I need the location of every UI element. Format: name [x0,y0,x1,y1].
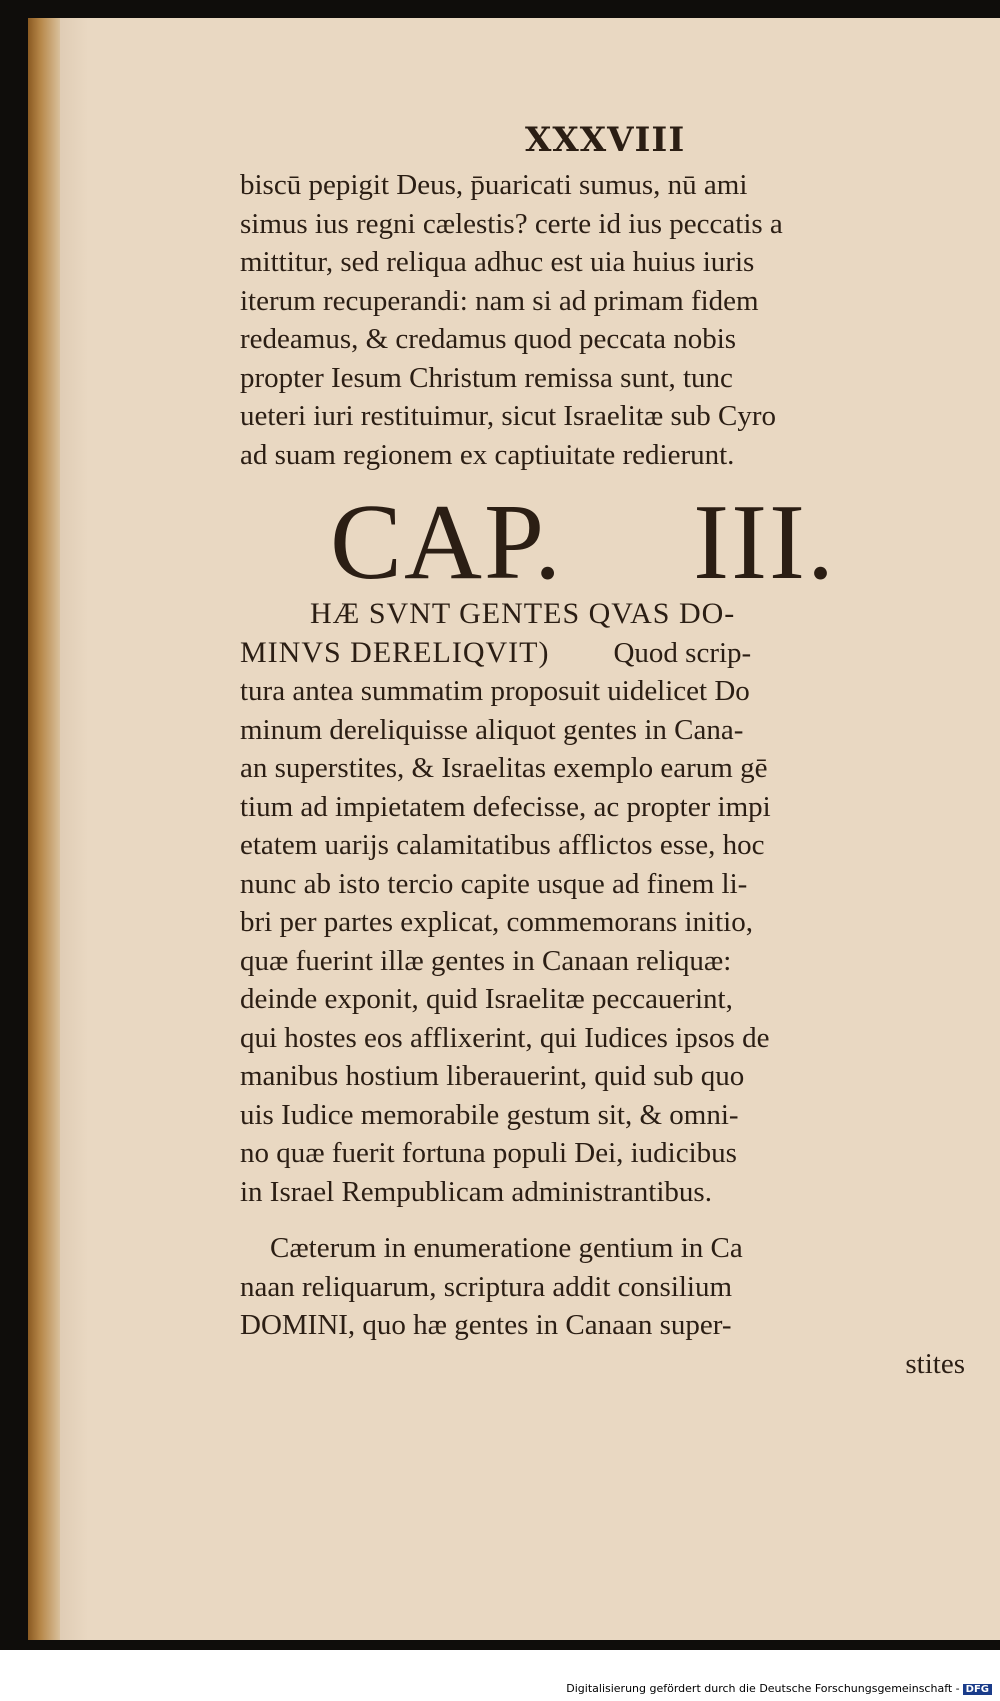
text-line: redeamus, & credamus quod peccata nobis [240,323,737,355]
text-line: Cæterum in enumeratione gentium in Ca [270,1232,743,1264]
text-line: etatem uarijs calamitatibus afflictos esse, hoc [240,829,765,861]
book-spine [28,18,60,1640]
caps-text: MINVS DERELIQVIT) [240,635,550,669]
text-line: iterum recuperandi: nam si ad primam fidem [240,284,759,317]
text-line: tura antea summatim proposuit uidelicet Do [240,675,750,707]
text-line: bri per partes explicat, commemorans initio, [240,906,753,938]
text-line: mittitur, sed reliqua adhuc est uia huius iuris [240,246,755,278]
text-line: biscū pepigit Deus, p̄uaricati sumus, nū ami [240,169,748,201]
text-line: in Israel Rempublicam administrantibus. [240,1175,712,1208]
text-line: an superstites, & Israelitas exemplo earum gē [240,752,768,784]
text-line: naan reliquarum, scriptura addit consilium [240,1270,733,1303]
folio-number: XXXVIII [525,120,686,160]
credit-text: Digitalisierung gefördert durch die Deutsche Forschungsgemeinschaft - [566,1682,960,1695]
dfg-logo: DFG [963,1684,992,1695]
paragraph-2 [240,595,975,1211]
text-line: minum dereliquisse aliquot gentes in Cana- [240,713,744,746]
text-line: nunc ab isto tercio capite usque ad finem li- [240,867,748,900]
text-line: simus ius regni cælestis? certe id ius peccatis a [240,207,783,240]
chapter-heading [330,483,837,602]
text-line: uis Iudice memorabile gestum sit, & omni- [240,1098,739,1131]
text-line: HÆ SVNT GENTES QVAS DO- [310,597,736,630]
chapter-label: CAP. [330,483,564,602]
text-line: manibus hostium liberauerint, quid sub quo [240,1060,745,1092]
text-line: propter Iesum Christum remissa sunt, tunc [240,361,733,394]
caps-tail: Quod scrip- [613,636,752,669]
text-line: DOMINI, quo hæ gentes in Canaan super- [240,1309,732,1341]
text-line: tium ad impietatem defecisse, ac propter impi [240,790,771,823]
text-line: deinde exponit, quid Israelitæ peccauerint, [240,983,733,1015]
text-line: quæ fuerint illæ gentes in Canaan reliquæ: [240,944,732,977]
paragraph-1 [240,166,975,474]
text-line: qui hostes eos afflixerint, qui Iudices ipsos de [240,1021,770,1054]
digitization-credit [566,1682,992,1695]
chapter-number: III. [693,483,837,602]
text-line: ad suam regionem ex captiuitate redierunt. [240,438,735,471]
text-line: no quæ fuerit fortuna populi Dei, iudicibus [240,1137,737,1169]
paragraph-3 [240,1229,975,1383]
text-line: ueteri iuri restituimur, sicut Israelitæ sub Cyro [240,400,777,432]
text-line [240,634,975,673]
catchword: stites [905,1347,965,1380]
